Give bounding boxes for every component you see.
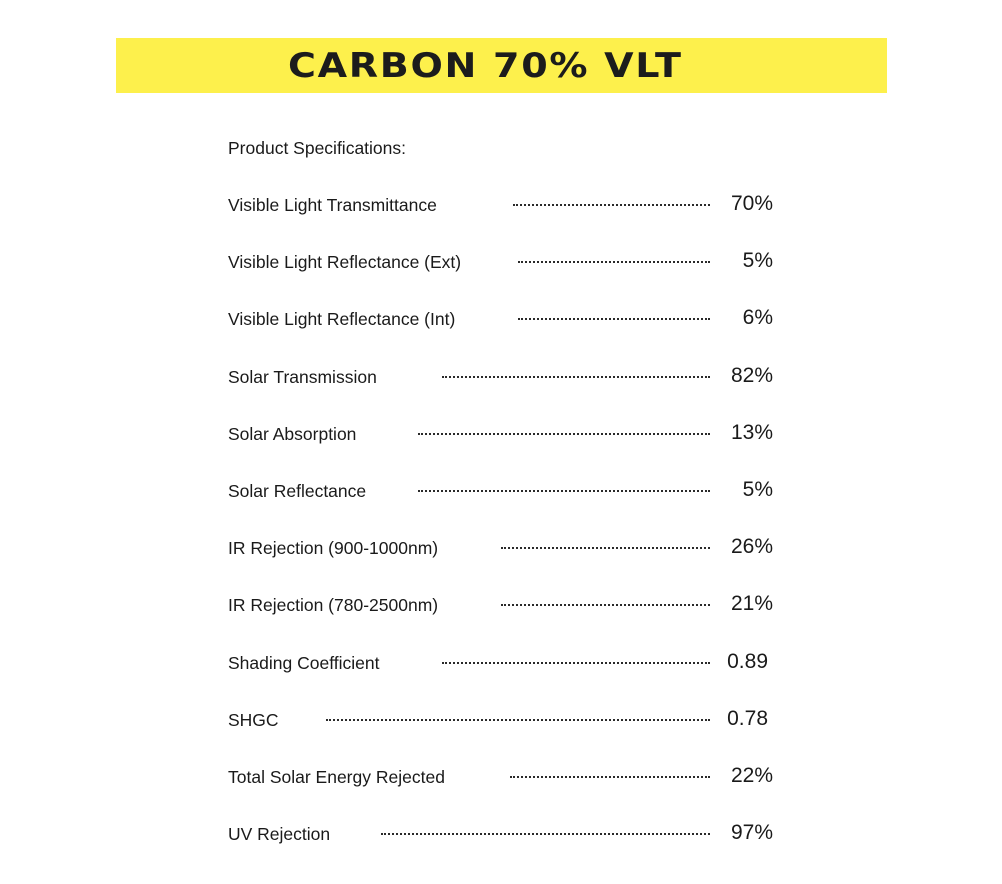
spec-label: Solar Transmission: [228, 366, 377, 387]
spec-row-visible-light-reflectance-ext: [228, 239, 788, 296]
spec-label: SHGC: [228, 709, 279, 730]
spec-row-solar-transmission: [228, 354, 788, 411]
dot-leader: [501, 604, 710, 606]
section-heading: Product Specifications:: [228, 138, 407, 158]
spec-value: 0.78: [727, 706, 768, 730]
dot-leader: [442, 662, 710, 664]
spec-value: 21%: [730, 592, 773, 616]
spec-value: 70%: [730, 192, 773, 215]
spec-value: 13%: [730, 420, 773, 444]
product-title: CARBON 70% VLT: [288, 46, 683, 86]
spec-value: 97%: [730, 821, 773, 845]
title-banner: [116, 38, 887, 93]
spec-value: 82%: [730, 363, 773, 387]
spec-label: Visible Light Reflectance (Int): [228, 309, 456, 330]
spec-row-ir-rejection-780-2500: [228, 582, 788, 639]
dot-leader: [326, 719, 710, 721]
spec-label: Visible Light Reflectance (Ext): [228, 252, 462, 273]
dot-leader: [418, 433, 710, 435]
spec-label: Total Solar Energy Rejected: [228, 766, 445, 787]
spec-value: 26%: [730, 535, 773, 559]
dot-leader: [518, 318, 710, 320]
spec-label: Shading Coefficient: [228, 652, 380, 673]
spec-row-solar-reflectance: [228, 468, 788, 525]
spec-value: 5%: [742, 249, 773, 273]
spec-label: Solar Reflectance: [228, 480, 367, 501]
spec-row-shading-coefficient: [228, 640, 788, 697]
spec-list: [228, 182, 788, 868]
dot-leader: [510, 776, 710, 778]
spec-row-solar-absorption: [228, 411, 788, 468]
dot-leader: [418, 490, 710, 492]
spec-value: 6%: [742, 306, 773, 330]
spec-label: UV Rejection: [228, 824, 331, 845]
spec-row-uv-rejection: [228, 811, 788, 868]
spec-label: Visible Light Transmittance: [228, 195, 437, 215]
dot-leader: [513, 204, 710, 206]
spec-value: 0.89: [727, 649, 768, 673]
spec-label: IR Rejection (780-2500nm): [228, 595, 439, 616]
spec-row-visible-light-reflectance-int: [228, 296, 788, 353]
dot-leader: [442, 376, 710, 378]
dot-leader: [518, 261, 710, 263]
dot-leader: [501, 547, 710, 549]
spec-row-shgc: [228, 697, 788, 754]
dot-leader: [381, 833, 710, 835]
spec-label: IR Rejection (900-1000nm): [228, 538, 439, 559]
spec-value: 22%: [730, 763, 773, 787]
spec-row-visible-light-transmittance: [228, 182, 788, 239]
spec-row-ir-rejection-900-1000: [228, 525, 788, 582]
spec-row-total-solar-energy-rejected: [228, 754, 788, 811]
spec-value: 5%: [742, 477, 773, 501]
spec-label: Solar Absorption: [228, 423, 357, 444]
